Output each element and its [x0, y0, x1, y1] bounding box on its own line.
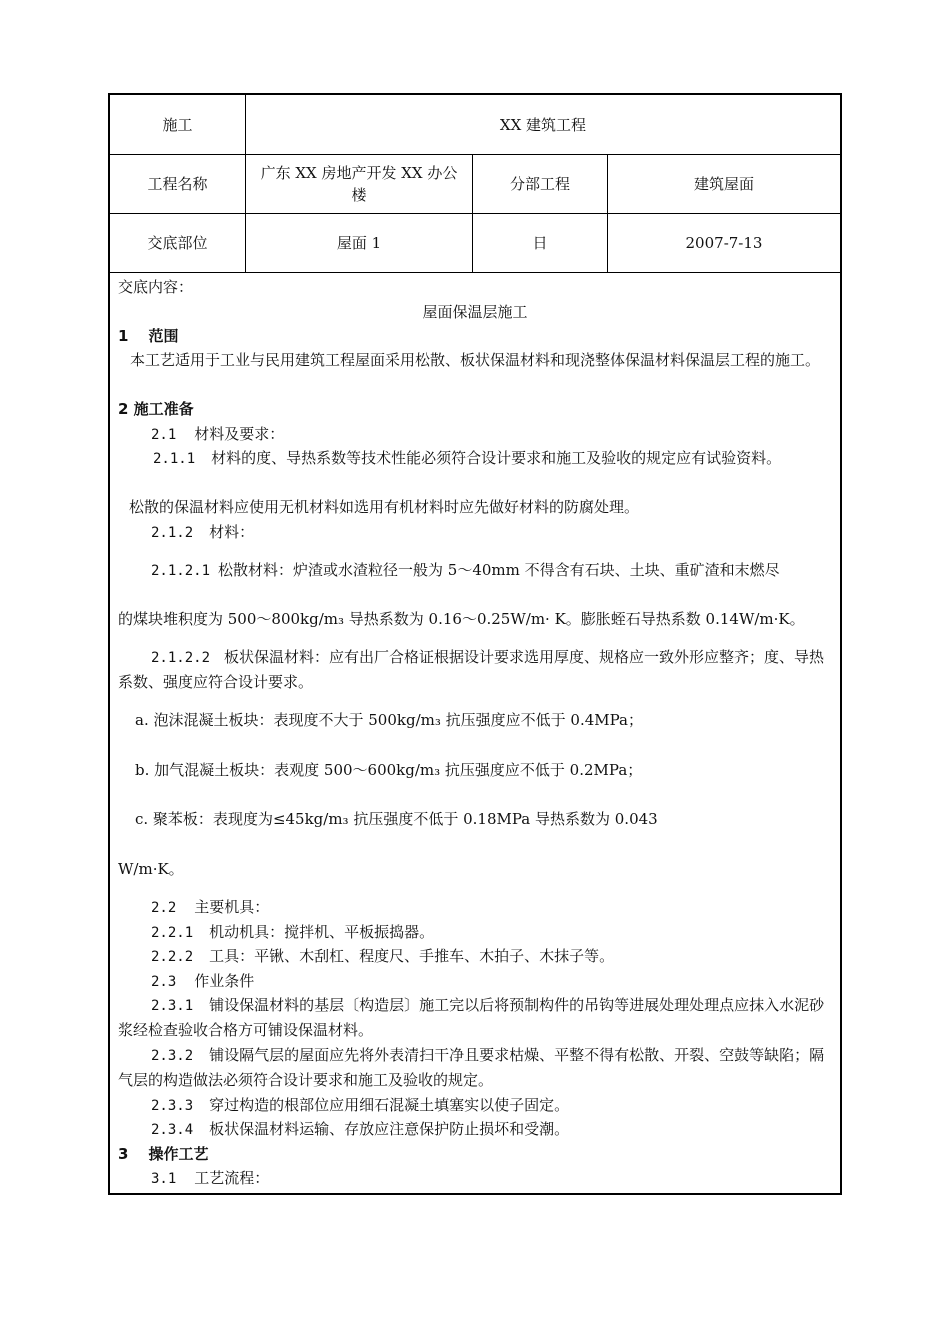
section-2-3-3-text: 穿过构造的根部位应用细石混凝土填塞实以使子固定。: [209, 1096, 570, 1114]
disclosure-form: [108, 93, 842, 1195]
section-3-1: [118, 1166, 832, 1191]
section-2-3-2-number: 2.3.2: [151, 1048, 194, 1064]
section-2-2-1-text: 机动机具：搅拌机、平板振捣器。: [209, 923, 435, 941]
item-b: b. 加气混凝土板块：表观度 500～600kg/m₃ 抗压强度应不低于 0.2MPa；: [135, 761, 643, 779]
project-name-value: 广东 XX 房地产开发 XX 办公楼: [260, 164, 458, 204]
section-2-1-text: 材料及要求：: [194, 425, 285, 443]
section-2-2-number: 2.2: [151, 900, 177, 916]
section-2-1-1-number: 2.1.1: [153, 451, 196, 467]
section-2-3-4: [118, 1117, 832, 1142]
item-a: a. 泡沫混凝土板块：表现度不大于 500kg/m₃ 抗压强度应不低于 0.4MPa；: [135, 711, 643, 729]
section-2-3-4-number: 2.3.4: [151, 1122, 194, 1138]
section-2-1-2-number: 2.1.2: [151, 525, 194, 541]
section-2-1-2: [118, 520, 832, 545]
section-2-3-number: 2.3: [151, 974, 177, 990]
part-value: 屋面 1: [336, 234, 382, 252]
section-2-heading: 2 施工准备: [118, 400, 194, 418]
section-2-3-1: [118, 993, 832, 1042]
label-sub-project: 分部工程: [509, 175, 570, 193]
item-c: c. 聚苯板：表现度为≤45kg/m₃ 抗压强度不低于 0.18MPa 导热系数为 0.043: [135, 810, 658, 828]
sub-project-value: 建筑屋面: [693, 175, 754, 193]
section-2-2-text: 主要机具：: [194, 898, 270, 916]
section-2-2-2: [118, 944, 832, 969]
section-2-3: [118, 969, 832, 994]
section-2-1-1: [118, 446, 832, 471]
section-2-1-2-2-text: 板状保温材料：应有出厂合格证根据设计要求选用厚度、规格应一致外形应整齐；度、导热系数、强度应符合设计要求。: [118, 648, 825, 691]
loose-material-note: 松散的保温材料应使用无机材料如选用有机材料时应先做好材料的防腐处理。: [129, 498, 640, 516]
section-1-number: 1: [118, 327, 129, 345]
section-2-2: [118, 895, 832, 920]
section-1-text: 本工艺适用于工业与民用建筑工程屋面采用松散、板状保温材料和现浇整体保温材料保温层工程的施工。: [130, 351, 821, 369]
date-value: 2007-7-13: [685, 234, 763, 252]
section-2-1-2-1-text: 松散材料：炉渣或水渣粒径一般为 5～40mm 不得含有石块、土块、重矿渣和末燃尽: [218, 561, 780, 579]
section-2-1-2-text: 材料：: [209, 523, 255, 541]
section-2-3-text: 作业条件: [194, 972, 255, 990]
label-day: 日: [532, 234, 548, 252]
section-2-1: [118, 422, 832, 447]
section-2-2-1-number: 2.2.1: [151, 925, 194, 941]
section-2-1-2-1-continued: 的煤块堆积度为 500～800kg/m₃ 导热系数为 0.16～0.25W/m· K。膨胀蛭石导热系数 0.14W/m·K。: [118, 610, 805, 628]
item-c-continued: W/m·K。: [118, 860, 184, 878]
section-2-1-2-1: [118, 558, 832, 583]
section-2-2-2-text: 工具：平锹、木刮杠、程度尺、手推车、木拍子、木抹子等。: [209, 947, 615, 965]
section-2-1-2-2: [118, 645, 832, 694]
section-2-1-1-text: 材料的度、导热系数等技术性能必须符合设计要求和施工及验收的规定应有试验资料。: [211, 449, 782, 467]
section-2-2-1: [118, 920, 832, 945]
label-construction: 施工: [162, 115, 193, 134]
intro-label: 交底内容：: [118, 278, 194, 296]
section-2-3-1-number: 2.3.1: [151, 998, 194, 1014]
construction-value: XX 建筑工程: [499, 115, 587, 134]
section-2-2-2-number: 2.2.2: [151, 949, 194, 965]
section-2-1-2-2-number: 2.1.2.2: [151, 650, 211, 666]
label-part: 交底部位: [147, 234, 208, 252]
section-2-3-1-text: 铺设保温材料的基层〔构造层〕施工完以后将预制构件的吊钩等进展处理处理点应抹入水泥砂浆经检查验收合格方可铺设保温材料。: [118, 996, 825, 1039]
section-2-3-2: [118, 1043, 832, 1092]
section-3-number: 3: [118, 1145, 129, 1163]
section-2-1-2-1-number: 2.1.2.1: [151, 563, 211, 579]
section-2-3-3: [118, 1093, 832, 1118]
section-3-1-text: 工艺流程：: [194, 1169, 270, 1187]
section-3-1-number: 3.1: [151, 1171, 177, 1187]
section-1-title: 范围: [148, 327, 179, 345]
section-3-title: 操作工艺: [148, 1145, 209, 1163]
section-1-heading: [118, 324, 832, 348]
section-2-1-number: 2.1: [151, 427, 177, 443]
row-divider-3: [110, 272, 840, 273]
section-2-3-2-text: 铺设隔气层的屋面应先将外表清扫干净且要求枯燥、平整不得有松散、开裂、空鼓等缺陷；隔气层的构造做法必须符合设计要求和施工及验收的规定。: [118, 1046, 825, 1089]
section-2-3-3-number: 2.3.3: [151, 1098, 194, 1114]
section-2-3-4-text: 板状保温材料运输、存放应注意保护防止损坏和受潮。: [209, 1120, 570, 1138]
label-project-name: 工程名称: [147, 175, 208, 193]
doc-title: 屋面保温层施工: [422, 303, 528, 321]
section-3-heading: [118, 1142, 832, 1166]
